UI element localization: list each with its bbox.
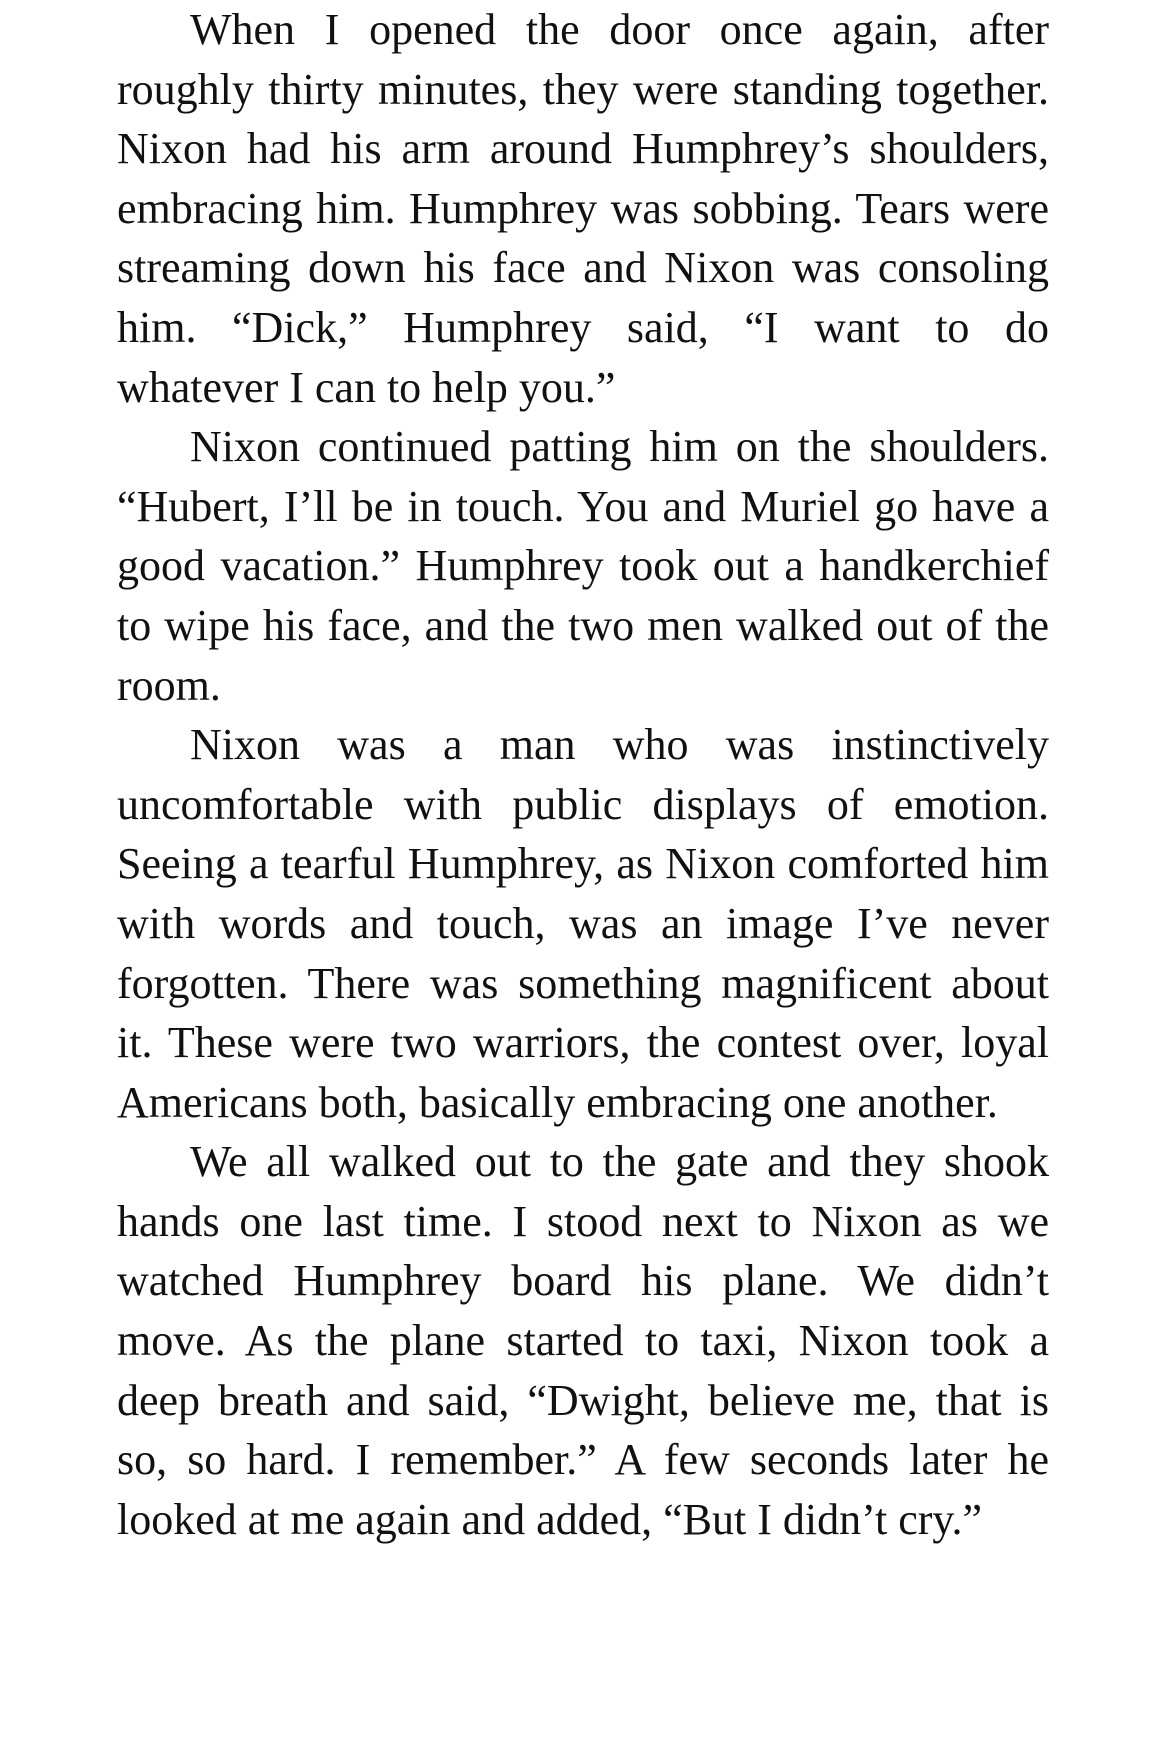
paragraph-nixon-consoling: Nixon continued patting him on the shoulders. “Hubert, I’ll be in touch. You and Muriel go have a good vacation.” Humphrey took out a handkerchief to wipe his face, and the two men walked out of the room. — [117, 422, 1049, 710]
paragraph-humphrey-departure: We all walked out to the gate and they shook hands one last time. I stood next to Nixon as we watched Humphrey board his plane. We didn’t move. As the plane started to taxi, Nixon took a deep breath and said, “Dwight, believe me, that is so, so hard. I remember.” A few seconds later he looked at me again and added, “But I didn’t cry.” — [117, 1137, 1049, 1544]
book-page-text — [117, 0, 1049, 1549]
paragraph-door-opened: When I opened the door once again, after roughly thirty minutes, they were standing together. Nixon had his arm around Humphrey’s shoulders, embracing him. Humphrey was sobbing. Tears were streaming down his face and Nixon was consoling him. “Dick,” Humphrey said, “I want to do whatever I can to help you.” — [117, 5, 1049, 412]
paragraph-nixon-emotion: Nixon was a man who was instinctively uncomfortable with public displays of emotion. Seeing a tearful Humphrey, as Nixon comforted him with words and touch, was an image I’ve never forgotten. There was something magnificent about it. These were two warriors, the contest over, loyal Americans both, basically embracing one another. — [117, 720, 1049, 1127]
